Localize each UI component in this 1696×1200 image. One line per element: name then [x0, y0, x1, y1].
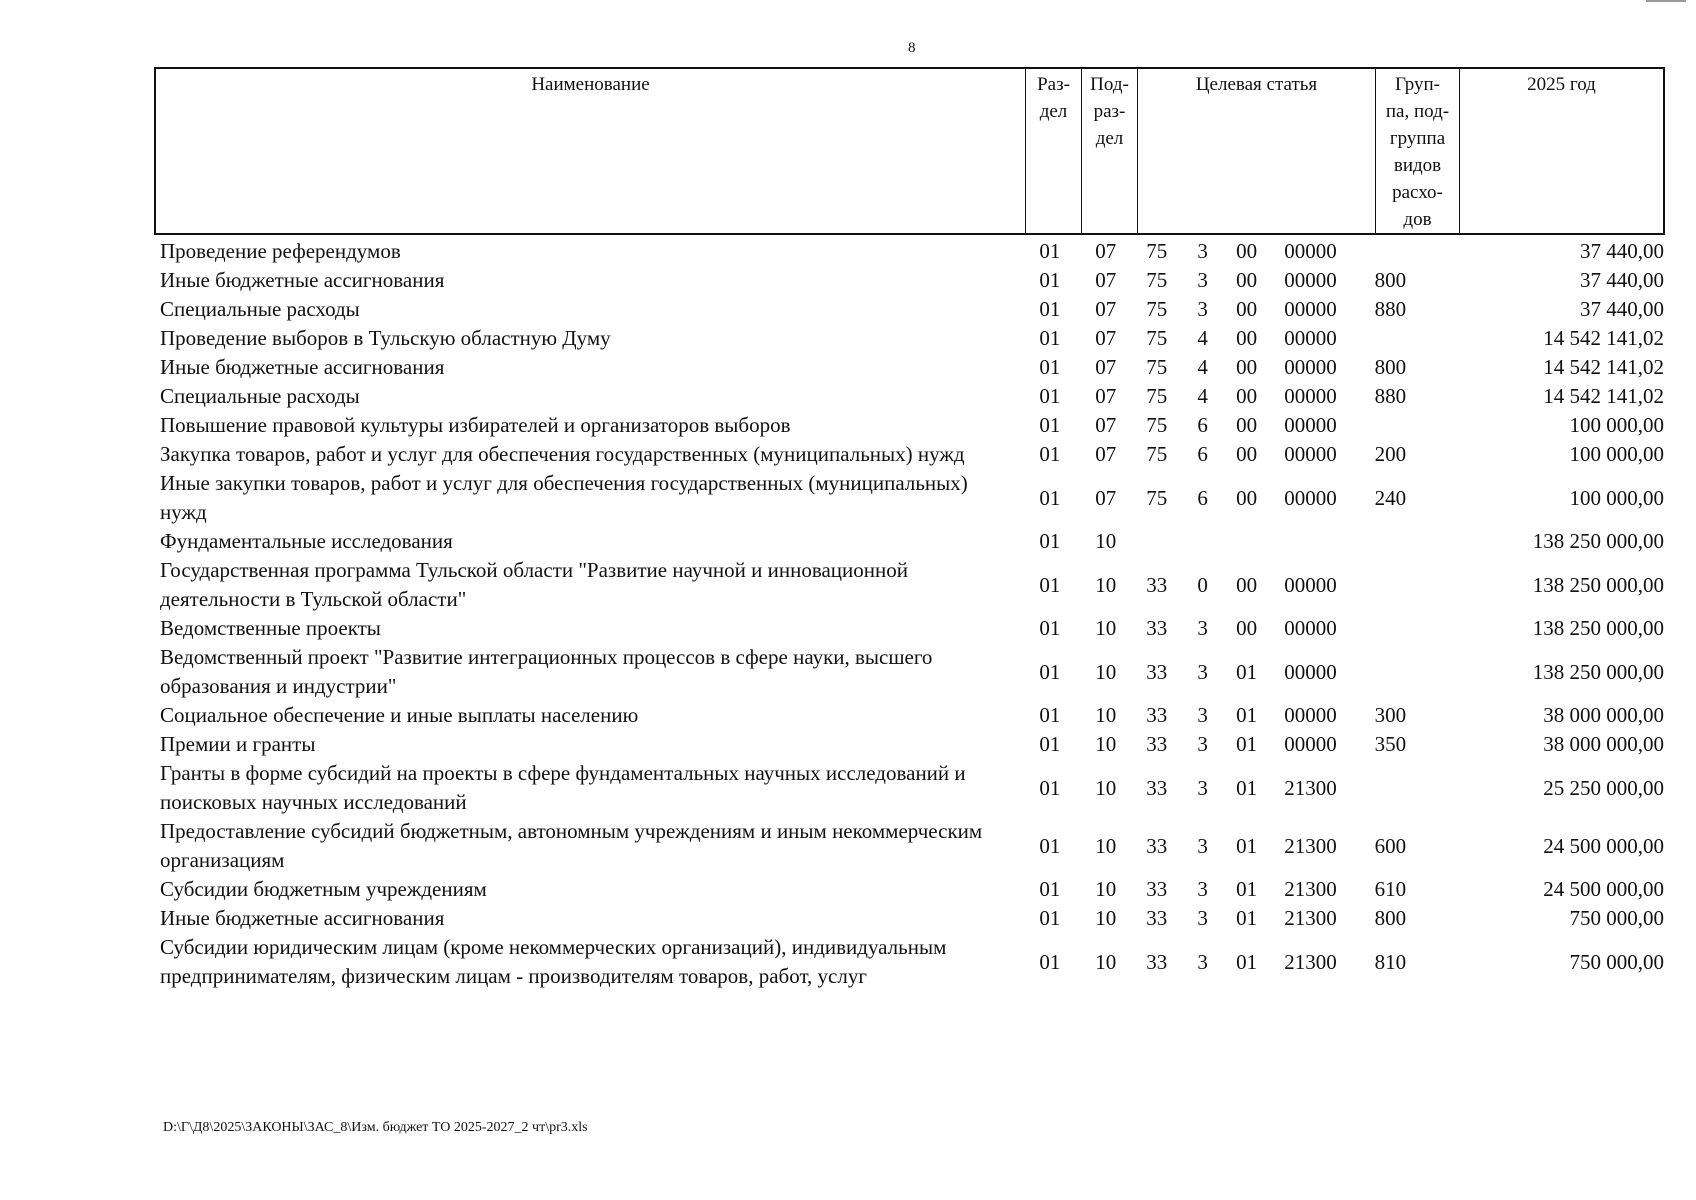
- cell-t2: 3: [1197, 906, 1208, 930]
- cell-name: Предоставление субсидий бюджетным, автономным учреждениям и иным некоммерческим организациям: [160, 819, 983, 872]
- cell-razd: 01: [1039, 413, 1061, 437]
- corner-mark: [1646, 0, 1686, 2]
- table-row: [156, 237, 1666, 266]
- cell-sum: 24 500 000,00: [1543, 833, 1665, 858]
- cell-t2: 3: [1197, 949, 1208, 974]
- cell-t4: 00000: [1284, 442, 1337, 466]
- cell-podr: 07: [1095, 485, 1117, 510]
- cell-t4: 00000: [1284, 268, 1337, 292]
- cell-podr: 10: [1095, 529, 1117, 553]
- header-target: Целевая статья: [1138, 69, 1376, 233]
- cell-podr: 07: [1095, 297, 1117, 321]
- cell-name: Ведомственный проект "Развитие интеграционных процессов в сфере науки, высшего образования и индустрии": [160, 645, 933, 698]
- cell-t3: 00: [1236, 355, 1258, 379]
- cell-sum: 14 542 141,02: [1543, 384, 1665, 408]
- cell-t2: 3: [1197, 659, 1208, 684]
- cell-razd: 01: [1039, 877, 1061, 901]
- cell-sum: 37 440,00: [1580, 297, 1665, 321]
- cell-razd: 01: [1039, 326, 1061, 350]
- cell-t4: 00000: [1284, 616, 1337, 640]
- cell-t1: 75: [1146, 268, 1168, 292]
- cell-t3: 00: [1236, 485, 1258, 510]
- cell-sum: 100 000,00: [1569, 442, 1665, 466]
- cell-name: Субсидии юридическим лицам (кроме некоммерческих организаций), индивидуальным предпринимателям, физическим лицам - производителям товаров, работ, услуг: [160, 935, 947, 988]
- table-row: [156, 875, 1666, 904]
- table-row: [156, 295, 1666, 324]
- page-number: 8: [908, 40, 916, 56]
- cell-razd: 01: [1039, 297, 1061, 321]
- cell-razd: 01: [1039, 384, 1061, 408]
- cell-t1: 75: [1146, 355, 1168, 379]
- cell-t2: 3: [1197, 833, 1208, 858]
- cell-podr: 10: [1095, 949, 1117, 974]
- cell-name: Иные бюджетные ассигнования: [160, 906, 445, 930]
- cell-t3: 00: [1236, 442, 1258, 466]
- cell-grp: 350: [1374, 732, 1407, 756]
- cell-sum: 138 250 000,00: [1532, 659, 1665, 684]
- cell-podr: 07: [1095, 326, 1117, 350]
- header-year: 2025 год: [1527, 74, 1596, 95]
- cell-t2: 4: [1197, 355, 1208, 379]
- cell-name: Иные бюджетные ассигнования: [160, 355, 445, 379]
- cell-t4: 21300: [1284, 877, 1337, 901]
- cell-t1: 75: [1146, 297, 1168, 321]
- cell-t2: 3: [1197, 877, 1208, 901]
- cell-grp: 300: [1374, 703, 1407, 727]
- cell-name: Повышение правовой культуры избирателей и организаторов выборов: [160, 413, 791, 437]
- cell-sum: 14 542 141,02: [1543, 355, 1665, 379]
- cell-name: Проведение выборов в Тульскую областную Думу: [160, 326, 611, 350]
- cell-sum: 38 000 000,00: [1543, 703, 1665, 727]
- table-row: [156, 469, 1666, 527]
- cell-sum: 138 250 000,00: [1532, 572, 1665, 597]
- cell-t4: 21300: [1284, 775, 1337, 800]
- cell-t2: 4: [1197, 326, 1208, 350]
- table-row: [156, 324, 1666, 353]
- table-row: [156, 382, 1666, 411]
- cell-t3: 00: [1236, 413, 1258, 437]
- table-row: [156, 556, 1666, 614]
- cell-t1: 75: [1146, 239, 1168, 263]
- cell-t2: 3: [1197, 616, 1208, 640]
- cell-t4: 21300: [1284, 833, 1337, 858]
- cell-t4: 00000: [1284, 485, 1337, 510]
- cell-name: Специальные расходы: [160, 297, 360, 321]
- cell-t3: 01: [1236, 906, 1258, 930]
- cell-t3: 01: [1236, 949, 1258, 974]
- cell-t4: 00000: [1284, 326, 1337, 350]
- header-group: Груп- па, под- группа видов расхо- дов: [1376, 69, 1460, 233]
- cell-t2: 6: [1197, 442, 1208, 466]
- cell-t1: 33: [1146, 949, 1168, 974]
- cell-podr: 10: [1095, 906, 1117, 930]
- cell-t1: 33: [1146, 659, 1168, 684]
- cell-t4: 00000: [1284, 732, 1337, 756]
- cell-name: Гранты в форме субсидий на проекты в сфере фундаментальных научных исследований и поисковых научных исследований: [160, 761, 966, 814]
- cell-grp: 200: [1374, 442, 1407, 466]
- cell-razd: 01: [1039, 239, 1061, 263]
- cell-razd: 01: [1039, 949, 1061, 974]
- table-row: [156, 527, 1666, 556]
- cell-t1: 33: [1146, 877, 1168, 901]
- cell-podr: 10: [1095, 572, 1117, 597]
- cell-razd: 01: [1039, 659, 1061, 684]
- cell-name: Ведомственные проекты: [160, 616, 381, 640]
- table-row: [156, 817, 1666, 875]
- cell-t2: 6: [1197, 485, 1208, 510]
- cell-name: Специальные расходы: [160, 384, 360, 408]
- cell-name: Субсидии бюджетным учреждениям: [160, 877, 487, 901]
- cell-razd: 01: [1039, 775, 1061, 800]
- cell-name: Фундаментальные исследования: [160, 529, 453, 553]
- cell-grp: 880: [1374, 384, 1407, 408]
- cell-t2: 4: [1197, 384, 1208, 408]
- cell-grp: 800: [1374, 268, 1407, 292]
- cell-grp: 800: [1374, 355, 1407, 379]
- cell-razd: 01: [1039, 732, 1061, 756]
- cell-t3: 01: [1236, 877, 1258, 901]
- table-row: [156, 440, 1666, 469]
- table-header: [154, 67, 1665, 235]
- cell-t1: 33: [1146, 833, 1168, 858]
- cell-podr: 07: [1095, 413, 1117, 437]
- cell-sum: 100 000,00: [1569, 413, 1665, 437]
- cell-name: Премии и гранты: [160, 732, 316, 756]
- cell-t3: 01: [1236, 732, 1258, 756]
- header-name: Наименование: [156, 69, 1026, 233]
- cell-razd: 01: [1039, 268, 1061, 292]
- table-row: [156, 759, 1666, 817]
- table-row: [156, 614, 1666, 643]
- cell-grp: 600: [1374, 833, 1407, 858]
- cell-t4: 00000: [1284, 703, 1337, 727]
- cell-name: Иные бюджетные ассигнования: [160, 268, 445, 292]
- cell-podr: 10: [1095, 703, 1117, 727]
- cell-t3: 01: [1236, 833, 1258, 858]
- header-razdel: Раз- дел: [1026, 69, 1082, 233]
- table-row: [156, 353, 1666, 382]
- cell-t1: 33: [1146, 732, 1168, 756]
- cell-t2: 0: [1197, 572, 1208, 597]
- cell-t2: 6: [1197, 413, 1208, 437]
- cell-razd: 01: [1039, 703, 1061, 727]
- cell-podr: 07: [1095, 355, 1117, 379]
- cell-name: Иные закупки товаров, работ и услуг для обеспечения государственных (муниципальных) нужд: [160, 471, 968, 524]
- footer-path: D:\Г\Д8\2025\ЗАКОНЫ\ЗАС_8\Изм. бюджет ТО 2025-2027_2 чт\pr3.xls: [163, 1120, 588, 1135]
- cell-razd: 01: [1039, 616, 1061, 640]
- cell-t2: 3: [1197, 268, 1208, 292]
- cell-sum: 750 000,00: [1569, 949, 1665, 974]
- cell-t1: 33: [1146, 616, 1168, 640]
- cell-t2: 3: [1197, 239, 1208, 263]
- cell-name: Социальное обеспечение и иные выплаты населению: [160, 703, 639, 727]
- cell-podr: 10: [1095, 833, 1117, 858]
- cell-razd: 01: [1039, 572, 1061, 597]
- cell-podr: 07: [1095, 268, 1117, 292]
- cell-name: Проведение референдумов: [160, 239, 401, 263]
- cell-t4: 00000: [1284, 659, 1337, 684]
- cell-podr: 10: [1095, 877, 1117, 901]
- cell-t3: 00: [1236, 239, 1258, 263]
- cell-grp: 880: [1374, 297, 1407, 321]
- cell-t1: 75: [1146, 442, 1168, 466]
- cell-t2: 3: [1197, 703, 1208, 727]
- cell-t4: 21300: [1284, 906, 1337, 930]
- cell-t3: 01: [1236, 703, 1258, 727]
- cell-razd: 01: [1039, 529, 1061, 553]
- cell-t2: 3: [1197, 732, 1208, 756]
- cell-sum: 24 500 000,00: [1543, 877, 1665, 901]
- cell-razd: 01: [1039, 833, 1061, 858]
- cell-t1: 75: [1146, 485, 1168, 510]
- cell-podr: 07: [1095, 442, 1117, 466]
- cell-sum: 750 000,00: [1569, 906, 1665, 930]
- cell-podr: 10: [1095, 659, 1117, 684]
- table-row: [156, 701, 1666, 730]
- table-row: [156, 266, 1666, 295]
- cell-podr: 10: [1095, 616, 1117, 640]
- cell-podr: 10: [1095, 775, 1117, 800]
- table-row: [156, 933, 1666, 991]
- table-row: [156, 643, 1666, 701]
- cell-sum: 138 250 000,00: [1532, 616, 1665, 640]
- cell-sum: 37 440,00: [1580, 268, 1665, 292]
- cell-sum: 14 542 141,02: [1543, 326, 1665, 350]
- cell-t1: 33: [1146, 906, 1168, 930]
- cell-t4: 00000: [1284, 239, 1337, 263]
- cell-t3: 00: [1236, 384, 1258, 408]
- header-podrazdel: Под- раз- дел: [1082, 69, 1138, 233]
- cell-t4: 00000: [1284, 384, 1337, 408]
- cell-name: Государственная программа Тульской области "Развитие научной и инновационной деятельности в Тульской области": [160, 558, 908, 611]
- table-row: [156, 411, 1666, 440]
- cell-t3: 00: [1236, 326, 1258, 350]
- cell-sum: 37 440,00: [1580, 239, 1665, 263]
- cell-t3: 00: [1236, 616, 1258, 640]
- cell-t2: 3: [1197, 297, 1208, 321]
- table-row: [156, 730, 1666, 759]
- cell-t1: 75: [1146, 413, 1168, 437]
- cell-t2: 3: [1197, 775, 1208, 800]
- cell-razd: 01: [1039, 355, 1061, 379]
- cell-sum: 138 250 000,00: [1532, 529, 1665, 553]
- cell-t1: 33: [1146, 572, 1168, 597]
- cell-t4: 00000: [1284, 413, 1337, 437]
- table-body: [156, 237, 1666, 991]
- cell-t4: 00000: [1284, 355, 1337, 379]
- cell-t3: 00: [1236, 297, 1258, 321]
- cell-sum: 38 000 000,00: [1543, 732, 1665, 756]
- cell-razd: 01: [1039, 442, 1061, 466]
- cell-podr: 07: [1095, 239, 1117, 263]
- cell-name: Закупка товаров, работ и услуг для обеспечения государственных (муниципальных) нужд: [160, 442, 965, 466]
- cell-razd: 01: [1039, 906, 1061, 930]
- cell-t4: 21300: [1284, 949, 1337, 974]
- cell-t1: 33: [1146, 775, 1168, 800]
- cell-t3: 00: [1236, 268, 1258, 292]
- cell-sum: 100 000,00: [1569, 485, 1665, 510]
- cell-razd: 01: [1039, 485, 1061, 510]
- cell-t3: 01: [1236, 659, 1258, 684]
- cell-t3: 00: [1236, 572, 1258, 597]
- cell-grp: 240: [1374, 485, 1407, 510]
- cell-t3: 01: [1236, 775, 1258, 800]
- table-row: [156, 904, 1666, 933]
- cell-grp: 610: [1374, 877, 1407, 901]
- cell-podr: 10: [1095, 732, 1117, 756]
- cell-grp: 800: [1374, 906, 1407, 930]
- cell-t4: 00000: [1284, 572, 1337, 597]
- cell-t1: 75: [1146, 384, 1168, 408]
- cell-grp: 810: [1374, 949, 1407, 974]
- cell-sum: 25 250 000,00: [1543, 775, 1665, 800]
- cell-t1: 33: [1146, 703, 1168, 727]
- cell-podr: 07: [1095, 384, 1117, 408]
- cell-t1: 75: [1146, 326, 1168, 350]
- cell-t4: 00000: [1284, 297, 1337, 321]
